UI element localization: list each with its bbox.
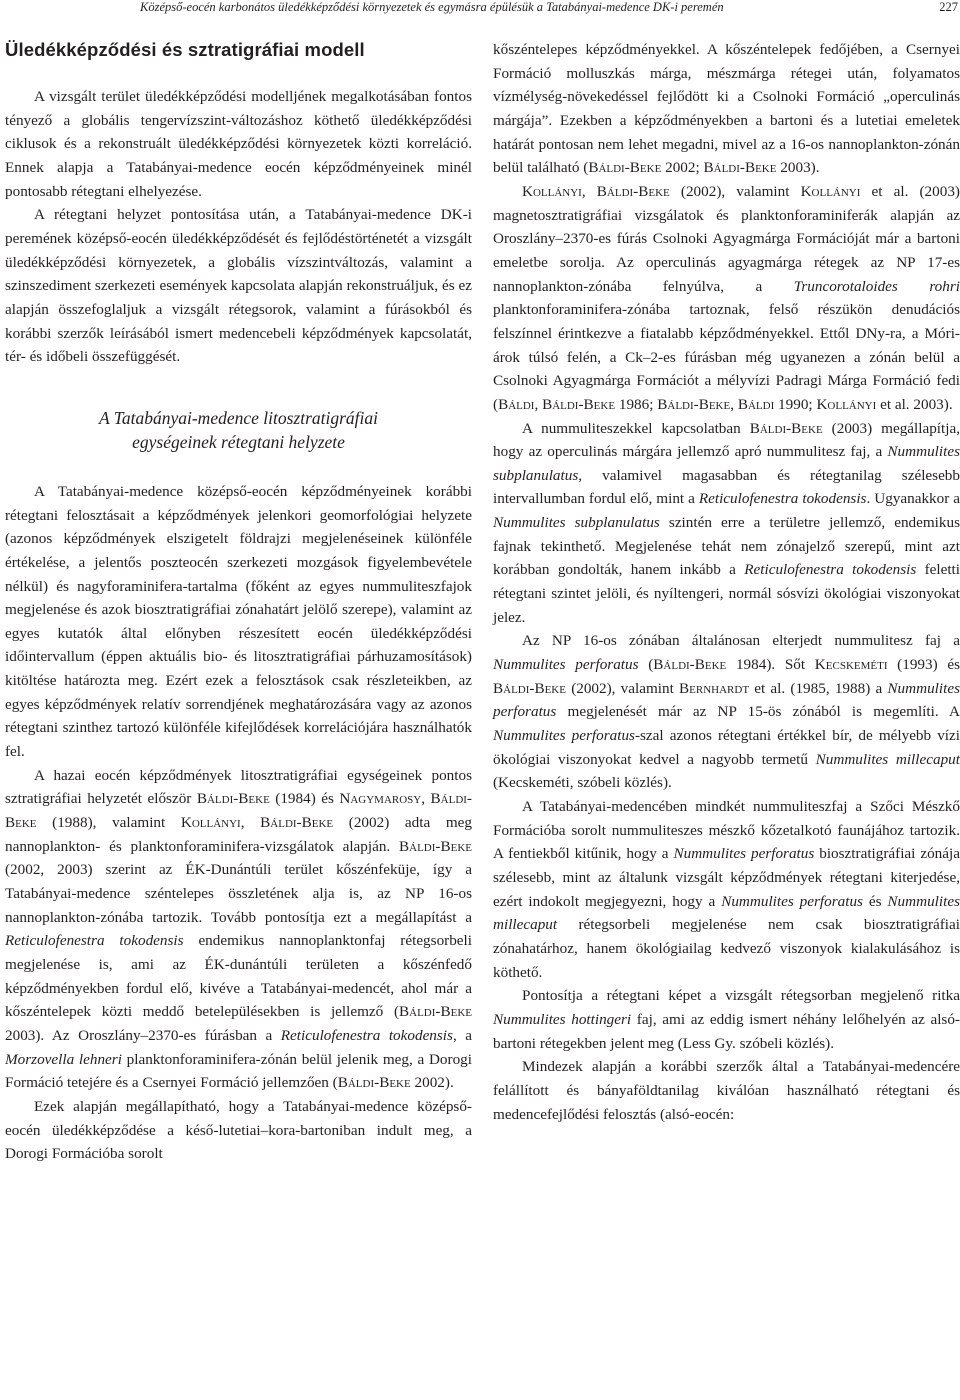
text: , valamivel magasabban és rétegtanilag szélesebb intervallumban fordul elő, mint a <box>493 466 960 508</box>
text: (2002, 2003) szerint az ÉK-Dunántúli terület kőszénfeküje, így a Tatabányai-medence széntelepes összletének alja is, az NP 16-os nannoplankton-zónába tartozik. Tovább pontosítja ezt a megállapítást a <box>5 861 472 926</box>
species-name: Nummulites subplanulatus <box>493 514 660 532</box>
paragraph <box>493 417 960 630</box>
author-name: Kollányi <box>816 395 877 413</box>
text: kőszéntelepes képződményekkel. A kőszéntelepek fedőjében, a Csernyei Formáció molluszkás márga, mészmárga rétegei után, folyamatos vízmélység-növekedéssel fejlődött ki a Csolnoki Formáció „operculinás márgája”. Ezekben a képződményekben a bartoni és a lutetiai emeletek határát pontosan nem lehet megadni, mivel az a 16-os nannoplankton-zónán belül található ( <box>493 41 960 177</box>
text: endemikus nannoplanktonfaj rétegsorbeli megjelenése is, ami az ÉK-dunántúli területen a kőszénfedő képződményekben fordul elő, kivéve a Tatabányai-medencét, ahol már a kőszéntelepek közti meddő betelepülésekben is jellemző ( <box>5 932 472 1021</box>
text: 2003). <box>776 159 820 177</box>
species-name: Reticulofenestra tokodensis <box>744 561 917 579</box>
text: 2002; <box>661 159 704 177</box>
paragraph <box>5 764 472 1095</box>
text: -szal azonos rétegtani értékkel bír, de mélyebb vízi ökológiai viszonyokat kedvel a nagyobb termetű <box>493 727 960 768</box>
text: Pontosítja a rétegtani képet a vizsgált rétegsorban megjelenő ritka <box>522 987 960 1005</box>
text: et al. 2003). <box>876 395 953 413</box>
subsection-title <box>5 406 472 454</box>
text: 2002). <box>410 1074 454 1092</box>
text: et al. (1985, 1988) a <box>749 679 888 697</box>
text: (Kecskeméti, szóbeli közlés). <box>493 774 672 792</box>
left-column <box>5 38 472 1166</box>
author-name: Báldi-Beke <box>653 656 727 674</box>
author-name: Báldi-Beke <box>703 159 777 177</box>
author-name: Báldi <box>498 395 535 413</box>
text: (2002), valamint <box>669 182 801 200</box>
paragraph <box>493 795 960 984</box>
text: (2002) adta meg nannoplankton- és planktonforaminifera-vizsgálatok alapján. <box>5 814 472 855</box>
text: (2003) megállapítja, hogy az operculinás márgára jellemző apró nummulitesz faj, a <box>493 419 960 461</box>
species-name: Nummulites perforatus <box>493 656 639 674</box>
text: planktonforaminifera-zónába tartoznak, felső részükön denudációs felszínnel érintkezve a fiatalabb képződményekkel. Ettől DNy-ra, a Móri-árok túlsó felén, a Ck–2-es fúrásban még ugyanezen a zónán belül a Csolnoki Agyagmárga Formációt a mélyvízi Padragi Márga Formáció fedi ( <box>493 301 960 413</box>
species-name: Nummulites perforatus <box>673 845 815 863</box>
text: (1984) és <box>269 790 340 808</box>
author-name: Báldi-Beke <box>399 837 472 855</box>
species-name: Reticulofenestra tokodensis <box>698 490 867 508</box>
paragraph: A vizsgált terület üledékképződési modelljének megalkotásában fontos tényező a globális tengervízszint-változáshoz köthető üledékképződési ciklusok és a rekonstruált üledékképződési környezetek közti korreláció. Ennek alapja a Tatabányai-medence eocén képződményeinek minél pontosabb rétegtani elhelyezése. <box>5 88 472 200</box>
paragraph: Mindezek alapján a korábbi szerzők által a Tatabányai-medencére felállított és bányaföldtanilag kiválóan használható rétegtani és medencefejlődési felosztás (alsó-eocén: <box>493 1058 960 1123</box>
species-name: Nummulites millecaput <box>815 750 960 768</box>
paragraph: A rétegtani helyzet pontosítása után, a Tatabányai-medence DK-i peremének középső-eocén üledékképződését és fejlődéstörténetét a vizsgált üledékképződési környezetek, a globális vízszintváltozás, valamint a szinszediment szerkezeti események kapcsolata alapján rekonstruáljuk, és ez alapján összefoglaljuk a vizsgált rétegsorok, valamint a fúrásokból és korábbi szerzők leírásából ismert medencebeli képződmények kapcsolatát, tér- és időbeli összefüggését. <box>5 206 472 366</box>
text: ( <box>638 656 654 674</box>
text: 1990; <box>774 395 817 413</box>
paragraph <box>493 629 960 795</box>
species-name: Nummulites perforatus <box>493 679 960 721</box>
species-name: Nummulites subplanulatus <box>493 443 960 484</box>
author-name: Kollányi <box>180 814 241 832</box>
species-name: Reticulofenestra tokodensis <box>5 932 184 950</box>
text: planktonforaminifera-zónán belül jelenik meg, a Dorogi Formáció tetejére és a Csernyei Formáció jellemzően ( <box>5 1050 472 1092</box>
text: A Tatabányai-medencében mindkét nummuliteszfaj a Szőci Mészkő Formációba sorolt nummuliteszes mészkő kőzetalkotó faunájához tartozik. A fentiekből kitűnik, hogy a <box>493 798 960 863</box>
paragraph <box>493 38 960 180</box>
subsection-title-line: egységeinek rétegtani helyzete <box>132 431 345 452</box>
author-name: Báldi <box>737 395 775 413</box>
text: (2002), valamint <box>565 679 680 697</box>
text: 2003). Az Oroszlány–2370-es fúrásban a <box>5 1026 281 1044</box>
author-name: Báldi-Beke <box>337 1074 411 1092</box>
species-name: Nummulites perforatus <box>721 892 863 910</box>
author-name: Báldi-Beke <box>657 395 731 413</box>
subsection-title-line: A Tatabányai-medence litosztratigráfiai <box>98 407 379 428</box>
paragraph: Ezek alapján megállapítható, hogy a Tatabányai-medence középső-eocén üledékképződése a késő-lutetiai–kora-bartoniban indult meg, a Dorogi Formációba sorolt <box>5 1097 472 1163</box>
running-head: Középső-eocén karbonátos üledékképződési környezetek és egymásra épülésük a Tatabányai-medence DK-i peremén <box>140 0 724 14</box>
author-name: Báldi-Beke <box>196 790 270 808</box>
author-name: Bernhardt <box>679 679 750 697</box>
text: , <box>730 395 738 413</box>
author-name: Báldi-Beke <box>749 419 823 437</box>
species-name: Reticulofenestra tokodensis <box>280 1026 453 1044</box>
text: (1993) és <box>887 656 960 674</box>
text: A hazai eocén képződmények litosztratigráfiai egységeinek pontos sztratigráfiai helyzetét először <box>5 766 472 808</box>
text: (1988), valamint <box>36 814 181 832</box>
text: Az NP 16-os zónában általánosan elterjedt nummulitesz faj a <box>522 632 960 650</box>
species-name: Nummulites millecaput <box>493 892 960 934</box>
section-title: Üledékképződési és sztratigráfiai modell <box>5 39 365 60</box>
author-name: Báldi-Beke <box>596 182 670 200</box>
author-name: Báldi-Beke <box>493 679 566 697</box>
paragraph <box>493 180 960 417</box>
author-name: Kollányi <box>800 182 861 200</box>
paragraph <box>493 984 960 1055</box>
text: faj, ami az eddig ismert néhány lelőhelyén az alsó-bartoni rétegekben jelent meg (Less Gy. szóbeli közlés). <box>493 1010 960 1052</box>
text: 1986; <box>615 395 658 413</box>
author-name: Báldi-Beke <box>5 790 472 832</box>
text: , <box>240 814 261 832</box>
text: , <box>534 395 543 413</box>
page-number: 227 <box>939 0 958 14</box>
species-name: Nummulites hottingeri <box>493 1010 632 1028</box>
page-header <box>0 0 960 22</box>
text: , a <box>452 1026 472 1044</box>
author-name: Báldi-Beke <box>260 814 334 832</box>
text: szintén erre a területre jellemző, endemikus fajnak tekinthető. Megjelenése tehát nem zónajelző szerepű, mint azt korábban gondolták, hanem inkább a <box>493 514 960 579</box>
text: A nummuliteszekkel kapcsolatban <box>522 419 750 437</box>
species-name: Morzovella lehneri <box>5 1050 122 1068</box>
author-name: Kecskeméti <box>814 656 888 674</box>
text: rétegsorbeli megjelenése nem csak biosztratigráfiai zónahatárhoz, hanem ökológiailag kedvező viszonyok kialakulásához is köthető. <box>493 916 960 981</box>
text: biosztratigráfiai zónája szélesebb, mint az általunk vizsgált képződmények rétegtani kiterjedése, ezért indokolt megjegyezni, hogy a <box>493 845 960 910</box>
text: megjelenését már az NP 15-ös zónából is megemlíti. A <box>556 703 960 721</box>
species-name: Nummulites perforatus <box>493 727 635 745</box>
paragraph: A Tatabányai-medence középső-eocén képződményeinek korábbi rétegtani felosztásait a képződmények jelenkori geomorfológiai helyzete (azonos képződmények elszigetelt földrajzi megjelenéseinek különféle értékelése, a jelentős poszteocén szerkezeti mozgások figyelembevétele nélkül) és nagyforaminifera-tartalma (főként az egyes nummuliteszfajok megjelenése és azok biosztratigráfiai zónahatárt jelölő szerepe), valamint az egyes kutatók által előnyben részesített eocén üledékképződési időintervallum (éppen aktuális bio- és litosztratigráfiai párhuzamosítások) kitöltése határozta meg. Ezért ezek a felosztások csak részleteikben, az egyes képződmények relatív sorrendjének meghatározására vagy az azonos rétegtani szinthez tartozó különféle kifejlődések korrelációjára használhatók fel. <box>5 482 472 761</box>
text: , <box>581 182 597 200</box>
text: feletti rétegtani szintet jelöli, és nyíltengeri, normál sósvízi ökológiai viszonyokat jelez. <box>493 561 960 626</box>
text: . Ugyanakkor a <box>866 490 960 508</box>
text: és <box>862 892 888 910</box>
author-name: Báldi-Beke <box>542 395 616 413</box>
author-name: Báldi-Beke <box>588 159 662 177</box>
right-column <box>493 38 960 1126</box>
author-name: Kollányi <box>522 182 582 200</box>
text: , <box>421 790 431 808</box>
author-name: Nagymarosy <box>339 790 422 808</box>
author-name: Báldi-Beke <box>399 1003 472 1021</box>
text: et al. (2003) magnetosztratigráfiai vizsgálatok és planktonforaminiferák alapján az Oroszlány–2370-es fúrás Csolnoki Agyagmárga Formációját már a bartoni emeletbe sorolja. Az operculinás agyagmárga rétegek az NP 17-es nannoplankton-zónába felnyúlva, a <box>493 182 960 295</box>
text: 1984). Sőt <box>726 656 815 674</box>
species-name: Truncorotaloides rohri <box>793 277 960 295</box>
